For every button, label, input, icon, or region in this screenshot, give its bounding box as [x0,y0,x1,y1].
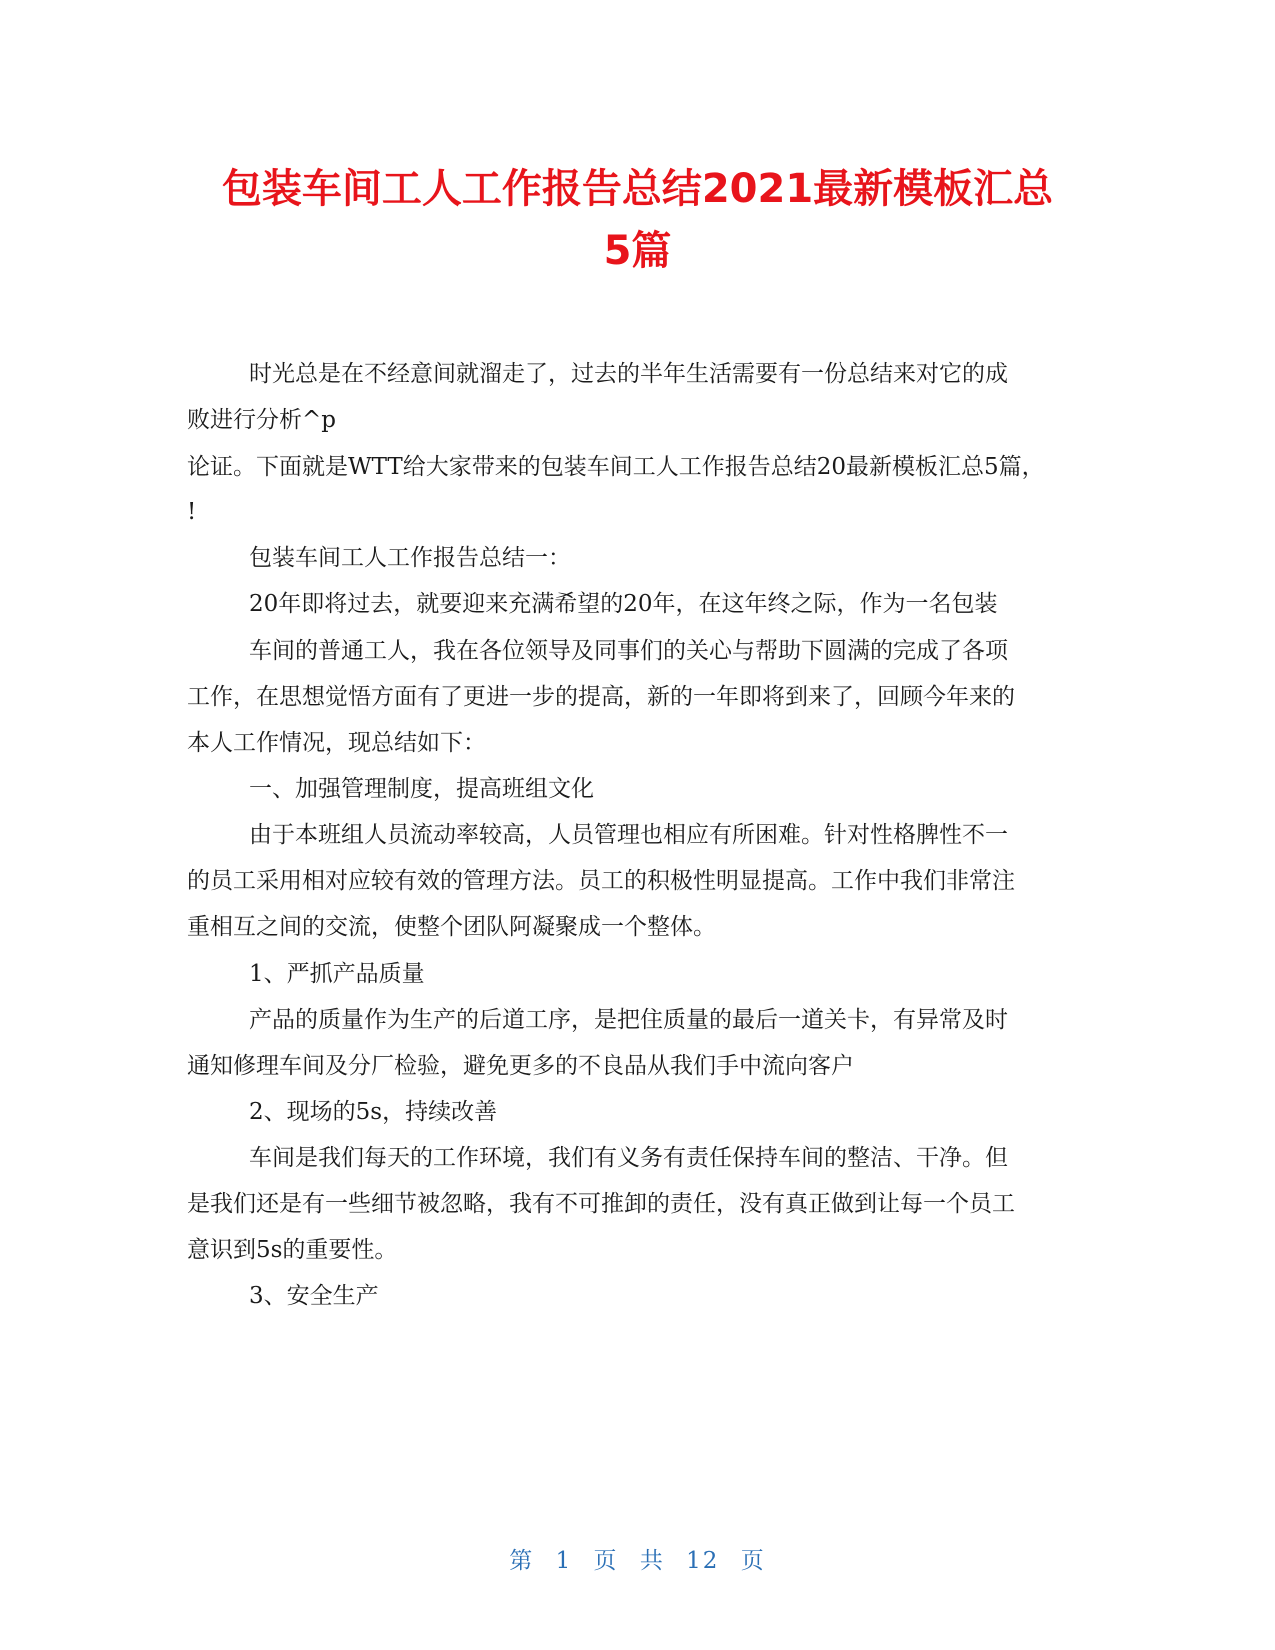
footer-total-pages: 12 [686,1548,720,1574]
paragraph-line: 20年即将过去，就要迎来充满希望的20年，在这年终之际，作为一名包装 [249,591,998,617]
paragraph-line: 产品的质量作为生产的后道工序，是把住质量的最后一道关卡，有异常及时 [249,1007,1008,1033]
paragraph-line: 本人工作情况，现总结如下： [187,730,486,756]
paragraph-line: 通知修理车间及分厂检验，避免更多的不良品从我们手中流向客户 [187,1053,854,1079]
footer-label-ye: 页 [593,1548,619,1574]
paragraph-line: 是我们还是有一些细节被忽略，我有不可推卸的责任，没有真正做到让每一个员工 [187,1191,1015,1217]
footer-label-page: 第 [509,1548,535,1574]
paragraph-line: 由于本班组人员流动率较高，人员管理也相应有所困难。针对性格脾性不一 [249,822,1008,848]
footer-current-page: 1 [555,1548,573,1574]
document-title [120,158,1155,282]
footer-label-ye2: 页 [740,1548,766,1574]
paragraph-line: 败进行分析^p [187,407,336,433]
page-footer [0,1542,1275,1575]
paragraph-line: 论证。下面就是WTT给大家带来的包装车间工人工作报告总结20最新模板汇总5篇， [187,454,1045,480]
title-line-2: 5篇 [603,228,672,274]
paragraph-line: 时光总是在不经意间就溜走了，过去的半年生活需要有一份总结来对它的成 [249,361,1008,387]
title-line-1: 包装车间工人工作报告总结2021最新模板汇总 [221,166,1054,212]
paragraph-line: 包装车间工人工作报告总结一： [249,545,571,571]
section-heading: 1、严抓产品质量 [249,961,425,987]
paragraph-line: 重相互之间的交流，使整个团队阿凝聚成一个整体。 [187,914,716,940]
section-heading: 3、安全生产 [249,1283,379,1309]
paragraph-line: 车间是我们每天的工作环境，我们有义务有责任保持车间的整洁、干净。但 [249,1145,1008,1171]
footer-label-total: 共 [639,1548,665,1574]
paragraph-line: 工作，在思想觉悟方面有了更进一步的提高，新的一年即将到来了，回顾今年来的 [187,684,1015,710]
paragraph-line: ! [187,499,197,525]
section-heading: 一、加强管理制度，提高班组文化 [249,776,594,802]
paragraph-line: 意识到5s的重要性。 [187,1237,398,1263]
paragraph-line: 车间的普通工人，我在各位领导及同事们的关心与帮助下圆满的完成了各项 [249,638,1008,664]
section-heading: 2、现场的5s，持续改善 [249,1099,498,1125]
paragraph-line: 的员工采用相对应较有效的管理方法。员工的积极性明显提高。工作中我们非常注 [187,868,1015,894]
